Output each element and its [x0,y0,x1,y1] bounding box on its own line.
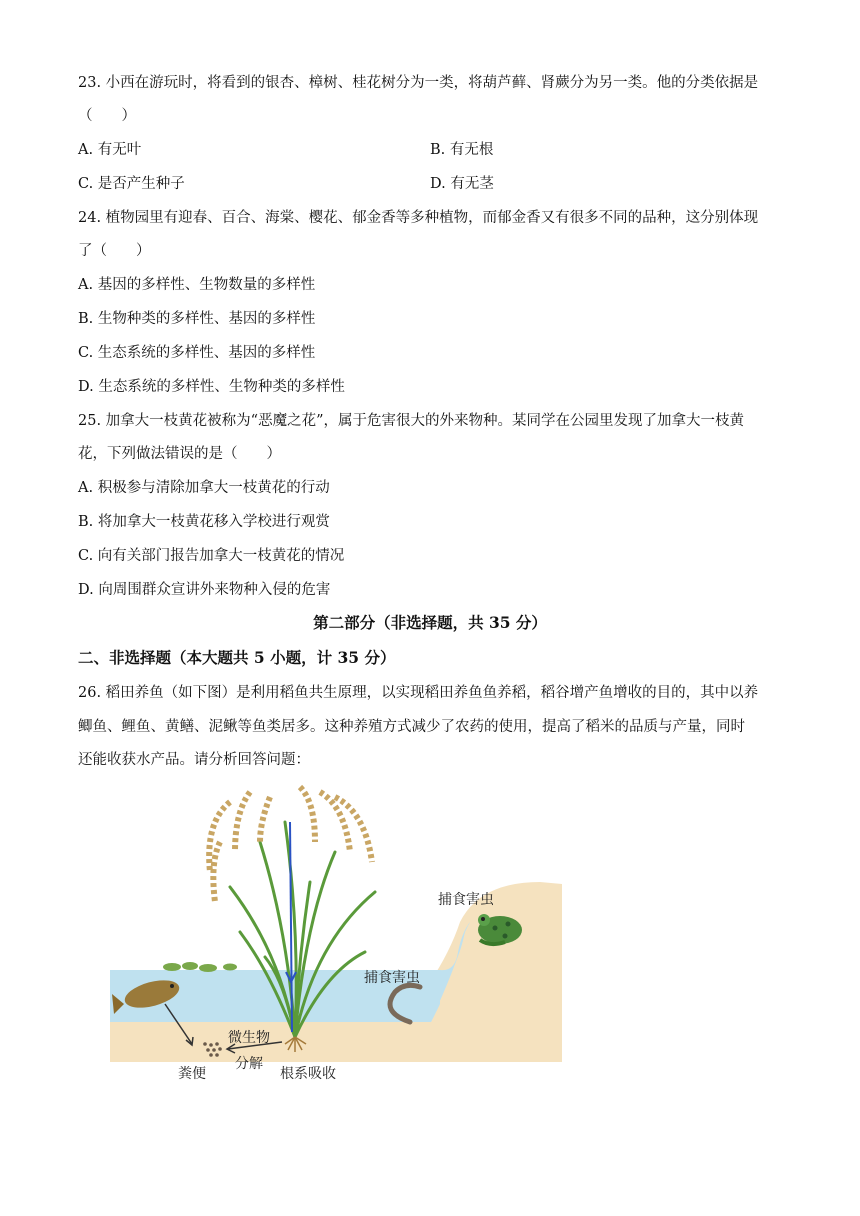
q23-stem-cont: （ ） [78,108,136,124]
q25-option-a: A. 积极参与清除加拿大一枝黄花的行动 [78,480,330,496]
microbe-label: 微生物 [228,1030,270,1046]
decompose-label: 分解 [235,1056,263,1072]
q24-option-a: A. 基因的多样性、生物数量的多样性 [78,277,316,293]
eel-label: 捕食害虫 [364,970,420,986]
q23-stem: 23. 小西在游玩时，将看到的银杏、樟树、桂花树分为一类，将葫芦藓、肾蕨分为另一类。他的分类依据是 [78,75,759,91]
roots-label: 根系吸收 [280,1066,336,1082]
q25-stem: 25. 加拿大一枝黄花被称为“恶魔之花”，属于危害很大的外来物种。某同学在公园里发现了加拿大一枝黄 [78,413,744,429]
frog-label: 捕食害虫 [438,892,494,908]
q25-option-b: B. 将加拿大一枝黄花移入学校进行观赏 [78,514,330,530]
part2-title: 第二部分（非选择题，共 35 分） [313,613,547,632]
q25-option-d: D. 向周围群众宣讲外来物种入侵的危害 [78,582,331,598]
lily-pad [199,964,217,972]
q24-option-c: C. 生态系统的多样性、基因的多样性 [78,345,316,361]
q24-option-d: D. 生态系统的多样性、生物种类的多样性 [78,379,345,395]
q25-stem-cont: 花，下列做法错误的是（ ） [78,446,281,462]
q26-line-3: 还能收获水产品。请分析回答问题： [78,752,310,768]
lily-pad [223,964,237,971]
feces-label: 粪便 [178,1066,206,1082]
q23-option-d: D. 有无茎 [430,176,494,192]
q23-option-a: A. 有无叶 [78,142,142,158]
rice-fish-figure [110,782,570,1092]
section2-title: 二、非选择题（本大题共 5 小题，计 35 分） [78,648,396,667]
q26-line-1: 26. 稻田养鱼（如下图）是利用稻鱼共生原理，以实现稻田养鱼鱼养稻，稻谷增产鱼增收的目的，其中以养 [78,685,759,701]
q24-stem: 24. 植物园里有迎春、百合、海棠、樱花、郁金香等多种植物，而郁金香又有很多不同的品种，这分别体现 [78,210,759,226]
q24-option-b: B. 生物种类的多样性、基因的多样性 [78,311,316,327]
q23-option-b: B. 有无根 [430,142,494,158]
q23-option-c: C. 是否产生种子 [78,176,185,192]
lily-pad [182,962,198,970]
q24-stem-cont: 了（ ） [78,243,151,259]
q26-line-2: 鲫鱼、鲤鱼、黄鳝、泥鳅等鱼类居多。这种养殖方式减少了农药的使用，提高了稻米的品质与产量，同时 [78,719,745,735]
q25-option-c: C. 向有关部门报告加拿大一枝黄花的情况 [78,548,345,564]
lily-pad [163,963,181,971]
